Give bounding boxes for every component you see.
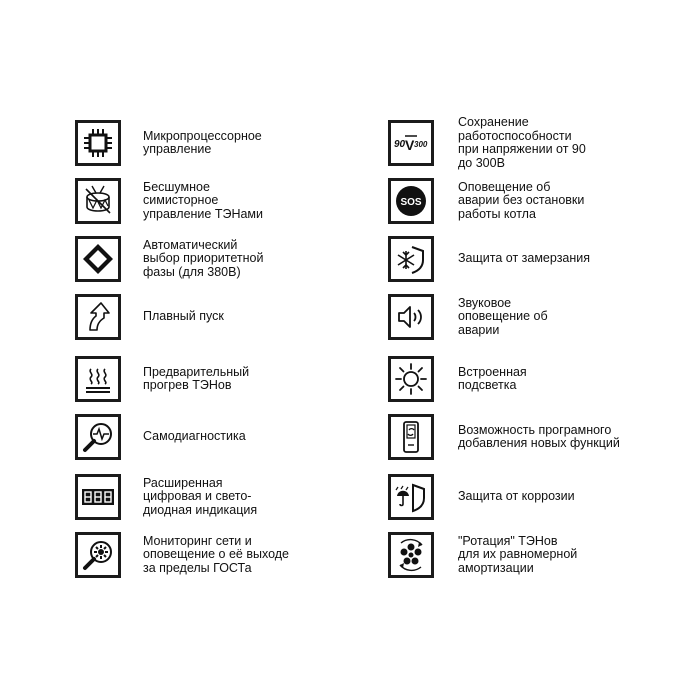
microchip-icon [75, 120, 121, 166]
feature-label: Плавный пуск [143, 309, 224, 324]
corrosion-protection-icon [388, 474, 434, 520]
digital-display-icon [75, 474, 121, 520]
feature-heater-rotation [388, 530, 577, 580]
feature-soft-start [75, 292, 224, 342]
diagnostics-magnifier-icon [75, 414, 121, 460]
feature-microprocessor [75, 118, 262, 168]
feature-frost-protection [388, 234, 590, 284]
voltage-low-text: 90 [394, 139, 406, 150]
feature-backlight [388, 354, 527, 404]
silent-drum-icon [75, 178, 121, 224]
feature-label: Бесшумное симисторное управление ТЭНами [143, 179, 264, 221]
feature-sound-alarm [388, 292, 548, 342]
feature-label: Микропроцессорное управление [143, 128, 262, 156]
feature-corrosion-protection [388, 472, 575, 522]
sos-icon [388, 178, 434, 224]
feature-label: Защита от коррозии [458, 489, 575, 504]
network-monitor-icon [75, 532, 121, 578]
diamond-phase-icon [75, 236, 121, 282]
feature-label: Мониторинг сети и оповещение о её выходе за пределы ГОСТа [143, 533, 289, 575]
feature-label: Звуковое оповещение об аварии [458, 295, 548, 337]
feature-label: Возможность програмного добавления новых функций [458, 422, 620, 450]
feature-label: Самодиагностика [143, 429, 246, 444]
voltage-v-text: V [405, 137, 415, 153]
feature-silent-control [75, 176, 263, 226]
backlight-sun-icon [388, 356, 434, 402]
feature-label: Оповещение об аварии без остановки работы котла [458, 179, 585, 221]
feature-self-diagnostics [75, 412, 246, 462]
speaker-icon [388, 294, 434, 340]
feature-network-monitoring [75, 530, 289, 580]
feature-alarm-notification [388, 176, 584, 226]
frost-protection-icon [388, 236, 434, 282]
feature-software-functions [388, 412, 620, 462]
feature-label: Автоматический выбор приоритетной фазы (для 380В) [143, 237, 264, 279]
feature-label: Расширенная цифровая и свето- диодная индикация [143, 475, 258, 517]
feature-voltage-range [388, 115, 586, 170]
feature-label: Сохранение работоспособности при напряжении от 90 до 300В [458, 115, 586, 170]
rotation-icon [388, 532, 434, 578]
voltage-range-icon [388, 120, 434, 166]
feature-label: Предварительный прогрев ТЭНов [143, 364, 250, 392]
heating-waves-icon [75, 356, 121, 402]
feature-digital-indication [75, 472, 257, 522]
sos-text: SOS [400, 197, 422, 208]
feature-label: "Ротация" ТЭНов для их равномерной амортизации [458, 533, 578, 575]
voltage-high-text: 300 [414, 140, 428, 149]
feature-preheating [75, 354, 249, 404]
feature-label: Защита от замерзания [458, 251, 591, 266]
software-update-icon [388, 414, 434, 460]
feature-label: Встроенная подсветка [458, 364, 527, 392]
soft-start-arrow-icon [75, 294, 121, 340]
feature-phase-priority [75, 234, 263, 284]
